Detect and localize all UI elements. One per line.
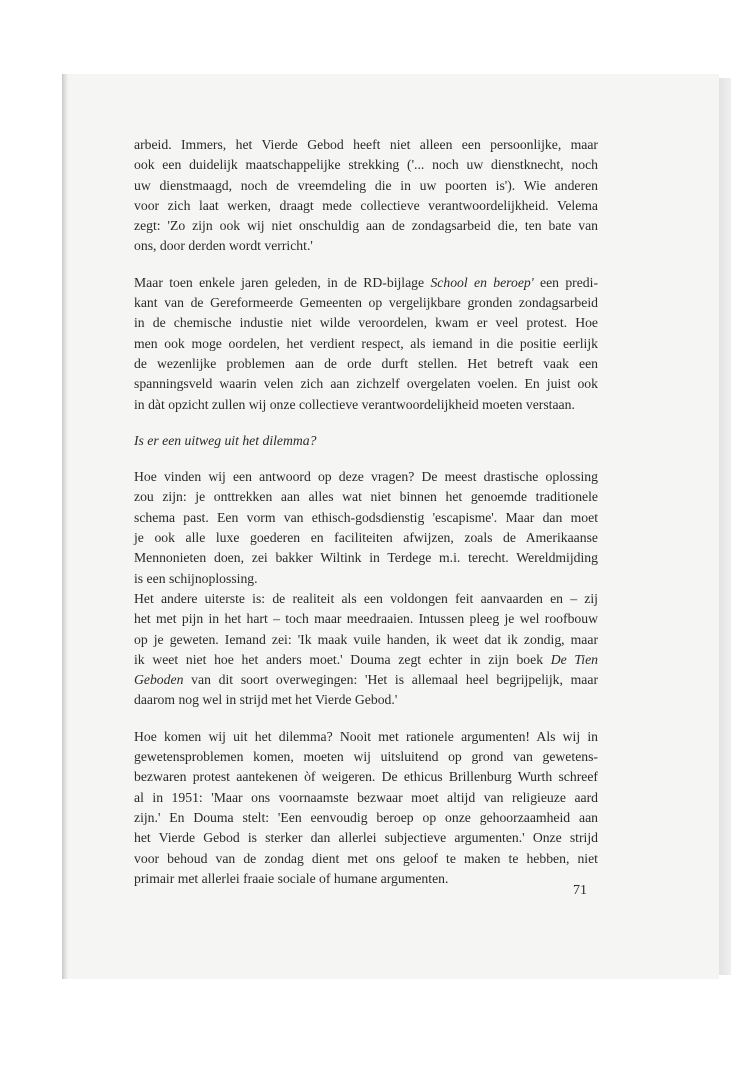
text-line: het Vierde Gebod is sterker dan allerlei subjectieve argumenten.' Onze strijd [134, 830, 598, 846]
book-page [68, 74, 719, 979]
text-line: primair met allerlei fraaie sociale of humane argumenten. [134, 870, 449, 886]
text-line: men ook moge oordelen, het verdient respect, als iemand in die positie eerlijk [134, 335, 598, 351]
paragraph-2 [134, 273, 598, 415]
text-line: Hoe komen wij uit het dilemma? Nooit met rationele argumenten! Als wij in [134, 728, 598, 744]
section-heading: Is er een uitweg uit het dilemma? [134, 432, 317, 448]
text-segment: ik weet niet hoe het anders moet.' Douma zegt echter in zijn boek [134, 651, 544, 667]
page-edge [719, 78, 731, 975]
text-line: Het andere uiterste is: de realiteit als een voldongen feit aanvaarden en – zij [134, 590, 598, 606]
text-line: in dàt opzicht zullen wij onze collectieve verantwoordelijkheid moeten verstaan. [134, 396, 575, 412]
text-line: arbeid. Immers, het Vierde Gebod heeft niet alleen een persoonlijke, maar [134, 137, 598, 152]
text-line: uw dienstmaagd, noch de vreemdeling die in uw poorten is'). Wie anderen [134, 177, 598, 193]
text-line: spanningsveld waarin velen zich aan zichzelf overgelaten voelen. En juist ook [134, 376, 598, 392]
body-text [134, 135, 598, 889]
text-line: voor behoud van de zondag dient met ons geloof te maken te hebben, niet [134, 850, 598, 866]
text-line: gewetensproblemen komen, moeten wij uitsluitend op grond van gewetens- [134, 749, 598, 765]
text-segment: van dit soort overwegingen: 'Het is allemaal heel begrijpelijk, maar [183, 672, 598, 688]
text-line [134, 670, 598, 690]
text-line: zou zijn: je onttrekken aan alles wat niet binnen het genoemde traditionele [134, 489, 598, 505]
book-title: Geboden [134, 672, 184, 688]
text-line: bezwaren protest aantekenen òf weigeren. De ethicus Brillenburg Wurth schreef [134, 769, 598, 785]
text-line: schema past. Een vorm van ethisch-godsdienstig 'escapisme'. Maar dan moet [134, 509, 598, 525]
text-line: zegt: 'Zo zijn ook wij niet onschuldig aan de zondagsarbeid die, ten bate van [134, 218, 598, 234]
paragraph-4 [134, 589, 598, 711]
text-line: de wezenlijke problemen aan de orde durft stellen. Het betreft vaak een [134, 355, 598, 371]
book-title: De Tien [550, 651, 598, 667]
paragraph-3 [134, 467, 598, 589]
text-line: ons, door derden wordt verricht.' [134, 238, 313, 254]
text-line: je ook alle luxe goederen en faciliteiten afwijzen, zoals de Amerikaanse [134, 530, 598, 546]
text-line: Hoe vinden wij een antwoord op deze vragen? De meest drastische oplossing [134, 469, 598, 485]
text-line: in de chemische industie niet wilde veroordelen, kwam er veel protest. Hoe [134, 315, 598, 331]
text-line: Mennonieten doen, zei bakker Wiltink in Terdege m.i. terecht. Wereldmijding [134, 550, 598, 566]
text-line [134, 650, 598, 670]
text-line: is een schijnoplossing. [134, 570, 258, 586]
text-line: al in 1951: 'Maar ons voornaamste bezwaar moet altijd van religieuze aard [134, 789, 598, 805]
text-line: het met pijn in het hart – toch maar meedraaien. Intussen pleeg je wel roofbouw [134, 611, 598, 627]
text-segment: Maar toen enkele jaren geleden, in de RD-bijlage [134, 274, 431, 290]
paragraph-1 [134, 135, 598, 257]
text-line: kant van de Gereformeerde Gemeenten op vergelijkbare gronden zondagsarbeid [134, 295, 598, 311]
supplement-title: School en beroep' [430, 274, 534, 290]
page-number: 71 [573, 883, 587, 898]
text-segment: een predi- [533, 274, 598, 290]
text-line: ook een duidelijk maatschappelijke strekking ('... noch uw dienstknecht, noch [134, 157, 598, 173]
text-line: voor zich laat werken, draagt mede collectieve verantwoordelijkheid. Velema [134, 197, 598, 213]
text-line [134, 273, 598, 293]
text-line: op je geweten. Iemand zei: 'Ik maak vuile handen, ik weet dat ik zondig, maar [134, 631, 598, 647]
paragraph-5 [134, 727, 598, 889]
text-line: zijn.' En Douma stelt: 'Een eenvoudig beroep op onze gehoorzaamheid aan [134, 809, 598, 825]
left-margin [0, 0, 62, 1068]
text-line: daarom nog wel in strijd met het Vierde Gebod.' [134, 692, 398, 708]
